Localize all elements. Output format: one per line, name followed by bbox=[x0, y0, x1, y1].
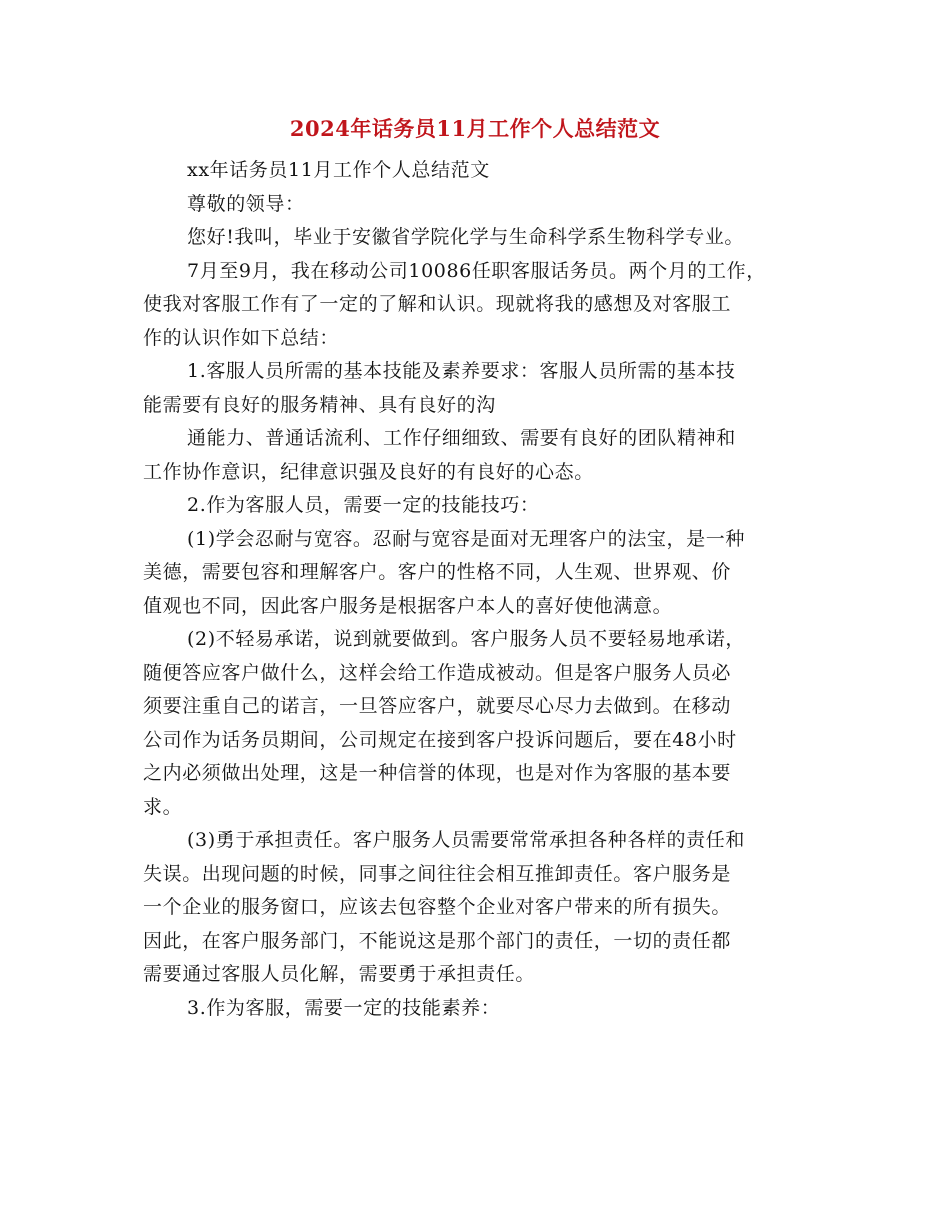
paragraph-line: 一个企业的服务窗口，应该去包容整个企业对客户带来的所有损失。 bbox=[143, 896, 732, 918]
paragraph-line: 需要通过客服人员化解，需要勇于承担责任。 bbox=[143, 963, 536, 985]
document-body bbox=[143, 154, 823, 1025]
paragraph-line: 美德，需要包容和理解客户。客户的性格不同，人生观、世界观、价 bbox=[143, 561, 732, 583]
paragraph-line: 公司作为话务员期间，公司规定在接到客户投诉问题后，要在48小时 bbox=[143, 728, 737, 751]
paragraph-line: 求。 bbox=[143, 795, 183, 818]
paragraph-line: 工作协作意识，纪律意识强及良好的有良好的心态。 bbox=[143, 460, 594, 483]
paragraph-line: 您好!我叫，毕业于安徽省学院化学与生命科学系生物科学专业。 bbox=[187, 226, 745, 248]
paragraph-line: 能需要有良好的服务精神、具有良好的沟 bbox=[143, 393, 496, 416]
paragraph-line: (3)勇于承担责任。客户服务人员需要常常承担各种各样的责任和 bbox=[187, 829, 745, 851]
paragraph-line: 使我对客服工作有了一定的了解和认识。现就将我的感想及对客服工 bbox=[143, 293, 732, 315]
paragraph-line: 2.作为客服人员，需要一定的技能技巧： bbox=[187, 494, 540, 516]
subtitle-line: xx年话务员11月工作个人总结范文 bbox=[187, 159, 490, 181]
paragraph-line: 因此，在客户服务部门，不能说这是那个部门的责任，一切的责任都 bbox=[143, 929, 732, 952]
paragraph-line: 值观也不同，因此客户服务是根据客户本人的喜好使他满意。 bbox=[143, 594, 673, 617]
paragraph-line: 1.客服人员所需的基本技能及素养要求：客服人员所需的基本技 bbox=[187, 360, 736, 382]
paragraph-line: (2)不轻易承诺，说到就要做到。客户服务人员不要轻易地承诺， bbox=[187, 628, 745, 650]
salutation-line: 尊敬的领导： bbox=[187, 192, 305, 215]
paragraph-line: 失误。出现问题的时候，同事之间往往会相互推卸责任。客户服务是 bbox=[143, 862, 732, 885]
paragraph-line: 之内必须做出处理，这是一种信誉的体现，也是对作为客服的基本要 bbox=[143, 762, 732, 784]
document-title: 2024年话务员11月工作个人总结范文 bbox=[289, 116, 661, 141]
paragraph-line: 随便答应客户做什么，这样会给工作造成被动。但是客户服务人员必 bbox=[143, 661, 732, 684]
paragraph-line: 3.作为客服，需要一定的技能素养： bbox=[187, 996, 501, 1019]
paragraph-line: 7月至9月，我在移动公司10086任职客服话务员。两个月的工作， bbox=[187, 259, 766, 282]
paragraph-line: 须要注重自己的诺言，一旦答应客户，就要尽心尽力去做到。在移动 bbox=[143, 695, 732, 717]
paragraph-line: (1)学会忍耐与宽容。忍耐与宽容是面对无理客户的法宝，是一种 bbox=[187, 527, 745, 550]
paragraph-line: 作的认识作如下总结： bbox=[143, 326, 340, 349]
paragraph-line: 通能力、普通话流利、工作仔细细致、需要有良好的团队精神和 bbox=[187, 427, 736, 449]
